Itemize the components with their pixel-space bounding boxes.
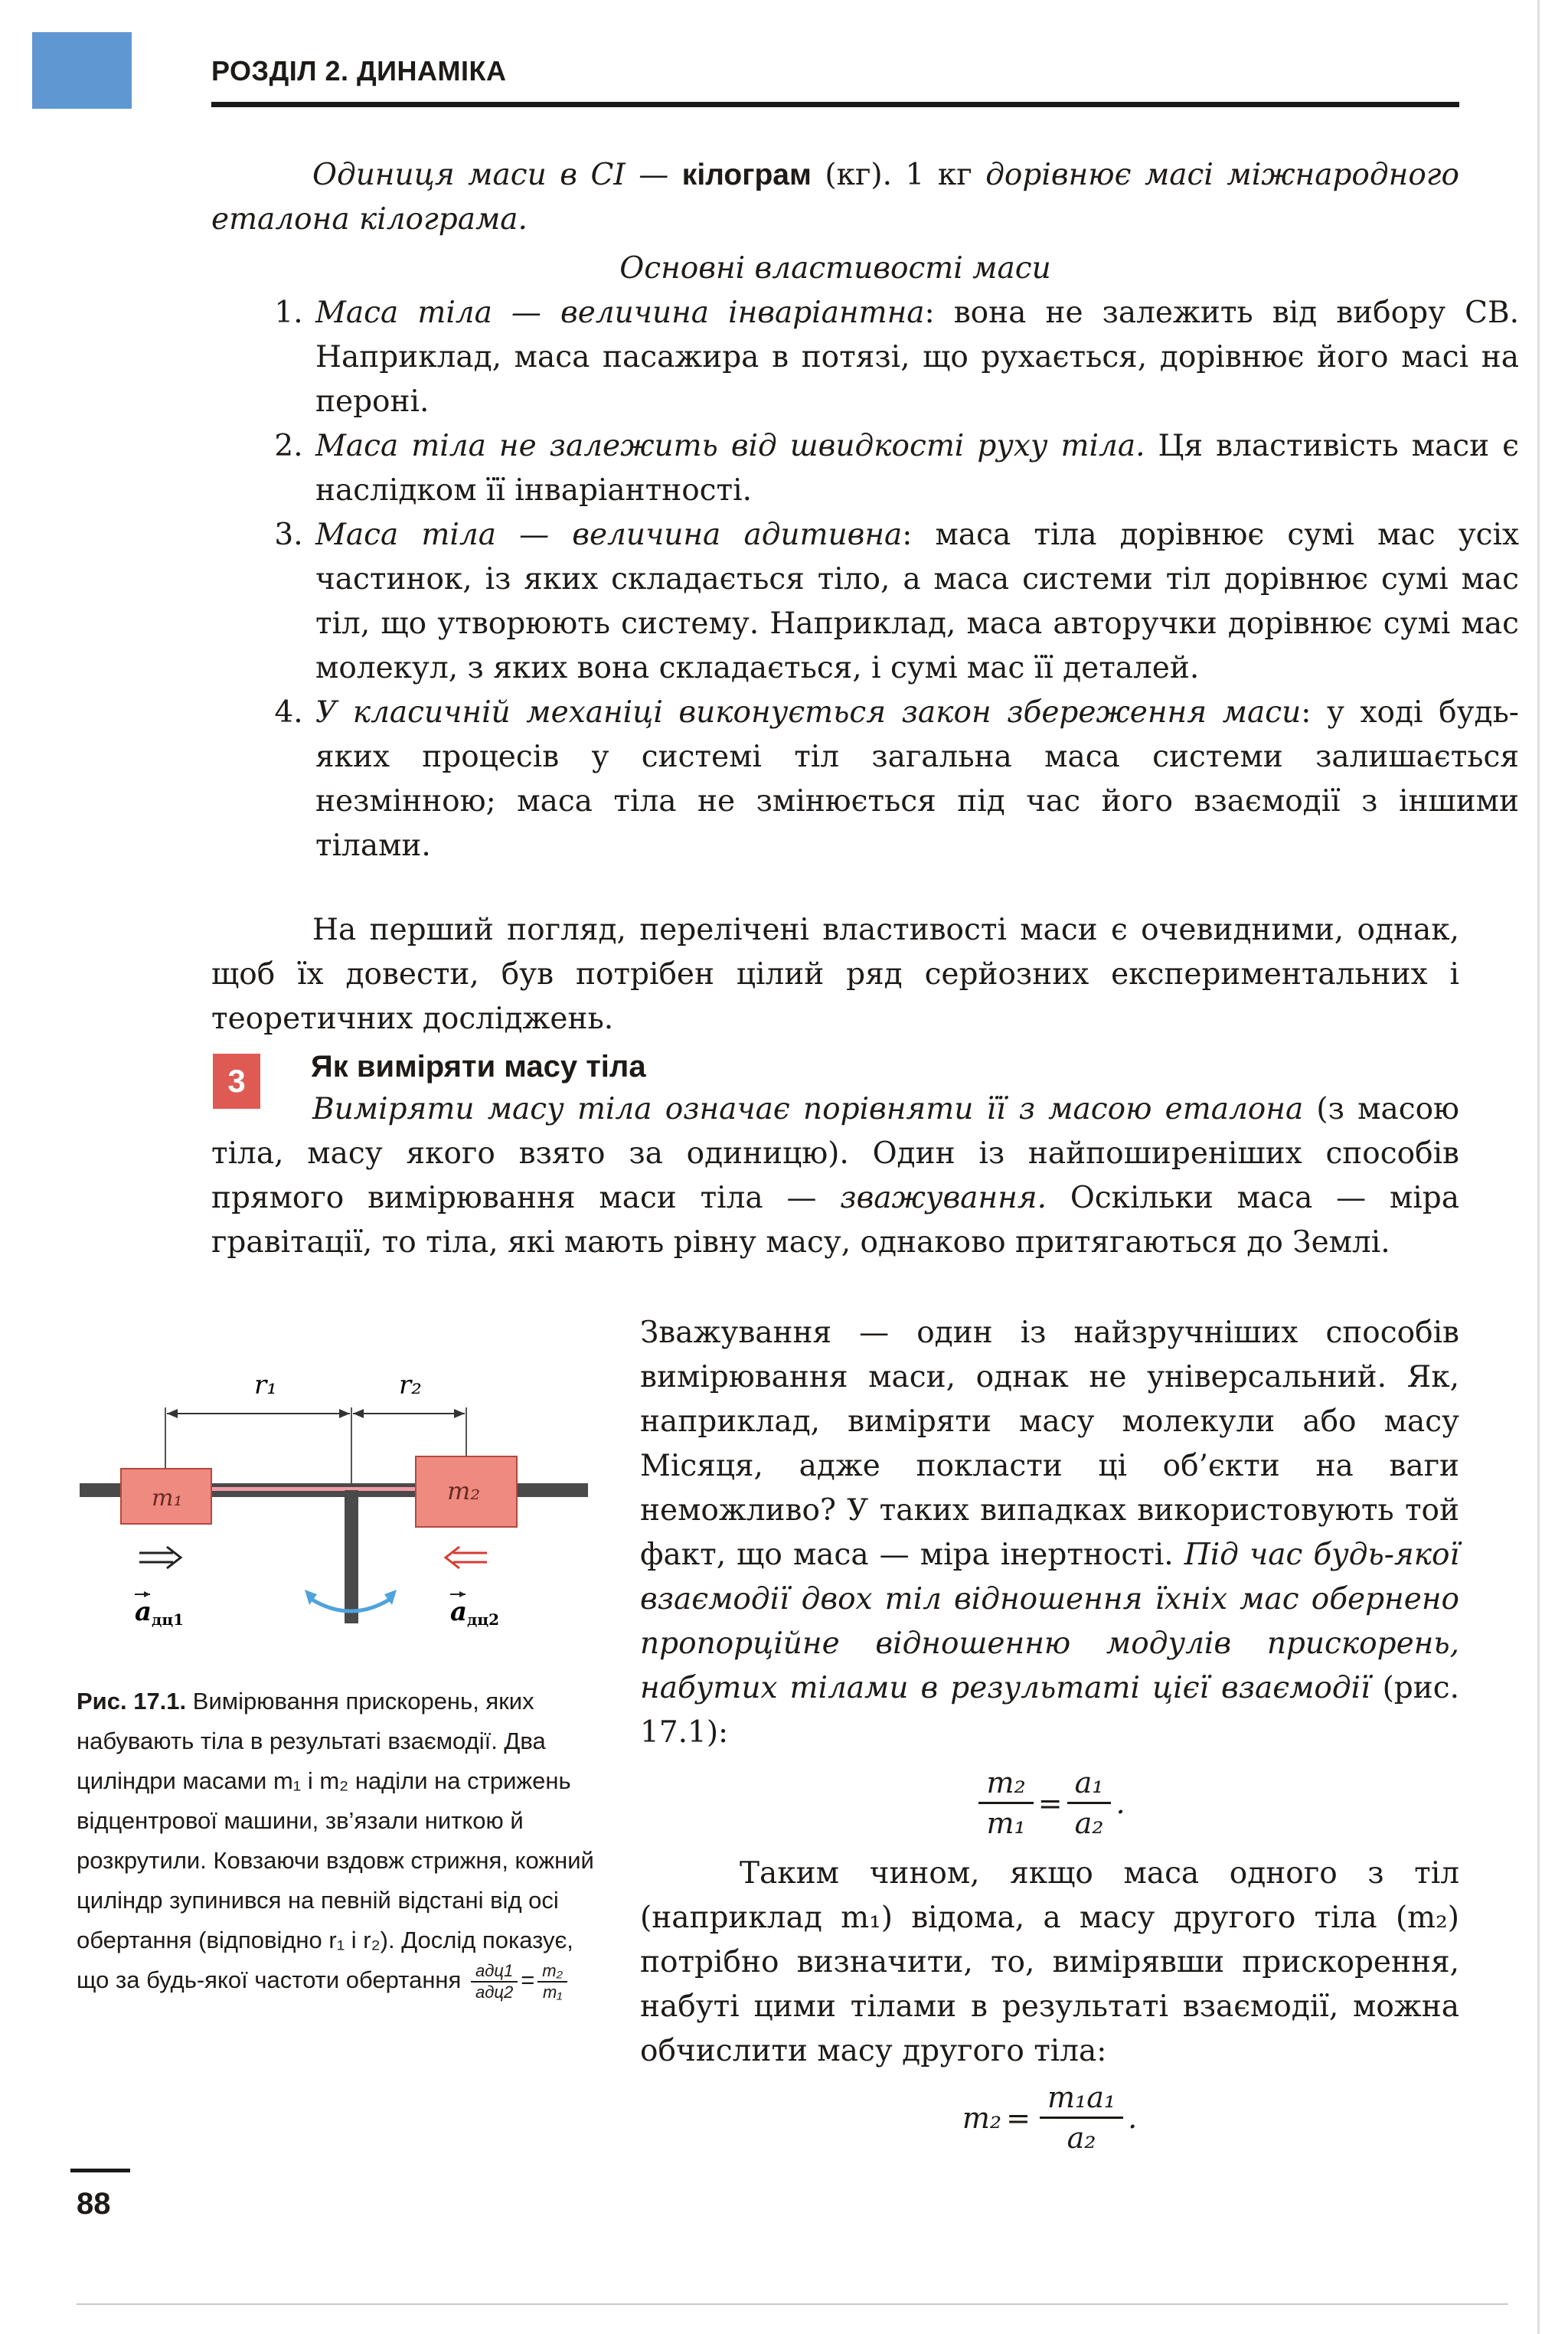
section-paragraph-3: Таким чином, якщо маса одного з тіл (наприклад m₁) відома, а масу другого тіла (m₂) потрібно визначити, то, вимірявши прискорення, набуті цими тілами в результаті взаємодії, можна обчислити масу другого тіла: <box>640 1856 1459 2068</box>
section-title: Як виміряти масу тіла <box>311 1050 646 1084</box>
properties-heading: Основні властивості маси <box>619 251 1051 286</box>
section-p1-rest-a: (з масою тіла, масу якого взято за одиницю). Один із найпоширеніших способів прямого вимірювання маси тіла — <box>211 1092 1459 1215</box>
caption-text: Вимірювання прискорень, яких набувають тіла в результаті взаємодії. Два циліндри масами m₁ і m₂ наділи на стрижень відцентрової машини, зв’язали ниткою й розкрутили. Ковзаючи вздовж стрижня, кожний циліндр зупинився на певній відстані від осі обертання (відповідно r₁ і r₂). Дослід показує, що за будь-якої частоти обертання <box>77 1688 594 1993</box>
m2-label: m₂ <box>447 1476 481 1505</box>
axle <box>345 1490 358 1623</box>
right-column <box>640 1311 1459 2156</box>
properties-list <box>253 291 1519 868</box>
equation-mass-2: m₂ = $\frac{\text{m₁a₁}}{\text{a₂}}$ . <box>962 2081 1138 2155</box>
running-head: РОЗДІЛ 2. ДИНАМІКА <box>211 55 507 87</box>
accel-2-label: aдц2 <box>450 1597 500 1629</box>
page-number: 88 <box>77 2187 111 2221</box>
property-lead: У класичній механіці виконується закон збереження маси <box>315 695 1302 730</box>
caption-equals: = <box>521 1966 535 1993</box>
property-rest: : вона не залежить від вибору СВ. Наприклад, маса пасажира в потязі, що рухається, дорівнює його масі на пероні. <box>315 296 1520 419</box>
property-rest: : маса тіла дорівнює сумі мас усіх частинок, із яких складається тіло, а маса системи тіл дорівнює сумі мас тіл, що утворюють систему. Наприклад, маса авторучки дорівнює сумі мас молекул, з яких вона складається, і сумі мас її деталей. <box>315 518 1519 685</box>
scan-bottom-line <box>77 2303 1508 2305</box>
property-lead: Маса тіла не залежить від швидкості руху тіла. <box>315 429 1145 463</box>
footer-rule <box>70 2169 130 2172</box>
property-lead: Маса тіла — величина інваріантна <box>315 296 925 330</box>
section-paragraph-1 <box>211 1087 1459 1265</box>
property-item <box>312 291 1519 424</box>
arrow-right-icon <box>139 1547 181 1568</box>
section-p2-text: Зважування — один із найзручніших способів вимірювання маси, однак не універсальний. Як, наприклад, виміряти масу молекули або масу Місяця, адже покласти ці об’єкти на ваги неможливо? У таких випадках використовують той факт, що маса — міра інертності. <box>640 1316 1459 1572</box>
m1-label: m₁ <box>152 1485 183 1512</box>
page-edge <box>1537 0 1540 2334</box>
property-lead: Маса тіла — величина адитивна <box>315 518 903 552</box>
section-p2-italic: Під час будь-якої взаємодії двох тіл відношення їхніх мас обернено пропорційне відношенню модулів прискорень, набутих тілами в результаті цієї взаємодії <box>640 1538 1459 1705</box>
section-p1-rest-b: Оскільки маса — міра гравітації, то тіла, які мають рівну масу, однаково притягаються до Землі. <box>211 1181 1459 1260</box>
intro-bold-kilogram: кілограм <box>681 159 812 191</box>
section-p2-ref: (рис. 17.1): <box>640 1671 1460 1750</box>
intro-text-3: дорівнює масі міжнародного еталона кілограма. <box>211 158 1459 237</box>
intro-text-1: Одиниця маси в СІ — <box>312 158 682 192</box>
figure-caption <box>77 1682 597 2002</box>
property-rest: Ця властивість маси є наслідком її інваріантності. <box>315 429 1519 508</box>
r1-label: r₁ <box>254 1370 277 1401</box>
equation-mass-ratio: $\frac{\text{m₂}}{\text{m₁}}$ = $\frac{\text{a₁}}{\text{a₂}}$ . <box>640 1761 1459 1841</box>
section-p1-italic2: зважування. <box>840 1181 1047 1215</box>
section-paragraph-2 <box>640 1311 1459 1755</box>
figure-centrifuge-diagram <box>74 1355 609 1662</box>
arrow-left-icon <box>446 1547 487 1568</box>
caption-frac-right: $\frac{\text{m₂}}{\text{m₁}}$ <box>537 1961 567 2002</box>
property-item <box>312 513 1519 691</box>
intro-paragraph <box>211 153 1459 242</box>
property-item <box>312 424 1519 513</box>
caption-frac-left: aдц1 aдц2 <box>471 1961 518 2002</box>
header-rule <box>211 102 1459 107</box>
r2-label: r₂ <box>399 1370 422 1401</box>
closing-paragraph: На перший погляд, перелічені властивості маси є очевидними, однак, щоб їх довести, був потрібен цілий ряд серйозних експериментальних і теоретичних досліджень. <box>211 913 1459 1036</box>
section-number-badge: 3 <box>213 1054 260 1109</box>
caption-label: Рис. 17.1. <box>77 1688 187 1715</box>
property-item <box>312 691 1519 868</box>
accel-1-label: aдц1 <box>135 1597 185 1629</box>
intro-text-2: (кг). 1 кг <box>811 158 986 192</box>
section-p1-italic: Виміряти масу тіла означає порівняти її з масою еталона <box>312 1092 1304 1126</box>
property-rest: : у ході будь-яких процесів у системі тіл загальна маса системи залишається незмінною; маса тіла не змінюється під час його взаємодії з іншими тілами. <box>315 695 1519 863</box>
chapter-color-tab <box>32 32 132 109</box>
